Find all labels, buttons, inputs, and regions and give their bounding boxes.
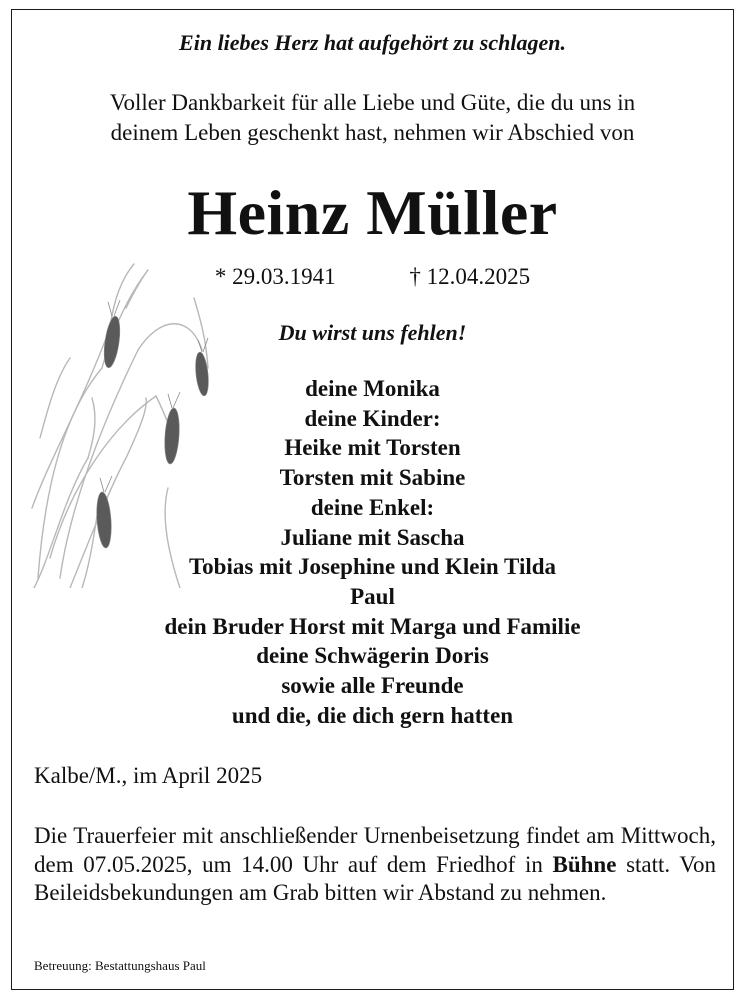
obituary-notice xyxy=(11,9,734,990)
birth-date: * 29.03.1941 xyxy=(214,264,336,289)
mourner-line: deine Enkel: xyxy=(310,494,435,520)
funeral-info xyxy=(34,822,716,908)
funeral-home-credit: Betreuung: Bestattungshaus Paul xyxy=(34,958,206,973)
funeral-text-start: Die Trauerfeier mit anschließender Urnenbeisetzung findet am Mittwoch, dem 07.05.2025, um 14.00 Uhr auf dem Friedhof in xyxy=(34,823,716,877)
funeral-location: Bühne xyxy=(552,851,617,877)
place-date: Kalbe/M., im April 2025 xyxy=(34,763,263,788)
funeral-text-end: statt. Von Beileidsbekundungen am Grab bitten wir Abstand zu nehmen. xyxy=(34,851,717,905)
mourner-line: deine Monika xyxy=(305,376,440,401)
mourner-line: Juliane mit Sascha xyxy=(280,524,465,550)
mourner-line: Torsten mit Sabine xyxy=(279,465,466,491)
intro-line: deinem Leben geschenkt hast, nehmen wir Abschied von xyxy=(110,120,635,145)
motto: Ein liebes Herz hat aufgehört zu schlagen. xyxy=(179,30,566,55)
mourner-line: Paul xyxy=(350,583,395,609)
death-date: † 12.04.2025 xyxy=(409,264,531,289)
mourner-line: dein Bruder Horst mit Marga und Familie xyxy=(164,613,581,639)
intro-text xyxy=(12,88,733,148)
mourner-line: deine Kinder: xyxy=(304,405,441,431)
intro-line: Voller Dankbarkeit für alle Liebe und Güte, die du uns in xyxy=(109,90,636,115)
deceased-name: Heinz Müller xyxy=(187,177,558,248)
farewell-line: Du wirst uns fehlen! xyxy=(278,320,467,345)
mourner-line: deine Schwägerin Doris xyxy=(256,643,489,669)
mourner-line: Heike mit Torsten xyxy=(284,435,461,461)
mourner-line: Tobias mit Josephine und Klein Tilda xyxy=(188,554,557,580)
mourner-line: sowie alle Freunde xyxy=(281,673,464,699)
mourners-list xyxy=(12,374,733,730)
mourner-line: und die, die dich gern hatten xyxy=(231,702,514,728)
